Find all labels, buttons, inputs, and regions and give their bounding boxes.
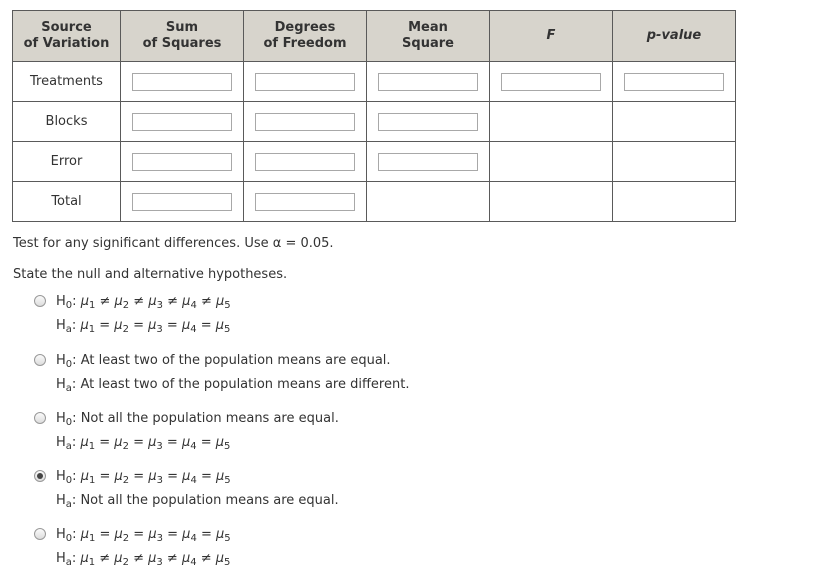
row-error [13,142,736,182]
total-df-input[interactable] [255,193,355,211]
treatments-f-input[interactable] [501,73,601,91]
cell-error-df [244,142,367,182]
cell-total-df [244,182,367,222]
test-instruction: Test for any significant differences. Use α = 0.05. [13,236,334,251]
blocks-df-input[interactable] [255,113,355,131]
row-label-treatments: Treatments [13,62,121,102]
option-4-radio-selected[interactable] [34,470,46,482]
treatments-ss-input[interactable] [132,73,232,91]
blocks-ss-input[interactable] [132,113,232,131]
anova-table [12,10,736,222]
option-3-h0: $H_0$: Not all the population means are equal. [56,411,339,428]
row-blocks [13,102,736,142]
option-5-h0: $H_0$: $\mu_1 = \mu_2 = \mu_3 = \mu_4 = \mu_5$ [56,527,231,544]
option-2-radio[interactable] [34,354,46,366]
cell-treatments-ss [121,62,244,102]
cell-blocks-f [490,102,613,142]
header-sum-of-squares: Sum of Squares [121,11,244,62]
option-1-ha: $H_a$: $\mu_1 = \mu_2 = \mu_3 = \mu_4 = \mu_5$ [56,318,231,335]
cell-treatments-f [490,62,613,102]
cell-total-p [613,182,736,222]
cell-treatments-ms [367,62,490,102]
cell-total-f [490,182,613,222]
cell-treatments-df [244,62,367,102]
option-4-ha: $H_a$: Not all the population means are equal. [56,493,339,510]
cell-total-ss [121,182,244,222]
header-mean-square: Mean Square [367,11,490,62]
option-1-radio[interactable] [34,295,46,307]
row-total [13,182,736,222]
option-3-radio[interactable] [34,412,46,424]
row-label-error: Error [13,142,121,182]
error-df-input[interactable] [255,153,355,171]
total-ss-input[interactable] [132,193,232,211]
header-source: Source of Variation [13,11,121,62]
cell-error-p [613,142,736,182]
cell-blocks-ms [367,102,490,142]
cell-error-f [490,142,613,182]
option-1-h0: $H_0$: $\mu_1 \ne \mu_2 \ne \mu_3 \ne \mu_4 \ne \mu_5$ [56,294,231,311]
option-3-ha: $H_a$: $\mu_1 = \mu_2 = \mu_3 = \mu_4 = \mu_5$ [56,435,231,452]
option-2-h0: $H_0$: At least two of the population means are equal. [56,353,391,370]
row-label-blocks: Blocks [13,102,121,142]
option-5-ha: $H_a$: $\mu_1 \ne \mu_2 \ne \mu_3 \ne \mu_4 \ne \mu_5$ [56,551,231,568]
row-treatments [13,62,736,102]
cell-treatments-p [613,62,736,102]
cell-blocks-ss [121,102,244,142]
error-ss-input[interactable] [132,153,232,171]
option-4-h0: $H_0$: $\mu_1 = \mu_2 = \mu_3 = \mu_4 = \mu_5$ [56,469,231,486]
cell-blocks-df [244,102,367,142]
treatments-df-input[interactable] [255,73,355,91]
cell-total-ms [367,182,490,222]
treatments-ms-input[interactable] [378,73,478,91]
cell-blocks-p [613,102,736,142]
header-p-value: p-value [613,11,736,62]
row-label-total: Total [13,182,121,222]
error-ms-input[interactable] [378,153,478,171]
option-5-radio[interactable] [34,528,46,540]
anova-header-row [13,11,736,62]
treatments-p-input[interactable] [624,73,724,91]
header-f: F [490,11,613,62]
hypotheses-prompt: State the null and alternative hypotheses. [13,267,288,282]
cell-error-ss [121,142,244,182]
cell-error-ms [367,142,490,182]
header-degrees-of-freedom: Degrees of Freedom [244,11,367,62]
option-2-ha: $H_a$: At least two of the population means are different. [56,377,410,394]
blocks-ms-input[interactable] [378,113,478,131]
